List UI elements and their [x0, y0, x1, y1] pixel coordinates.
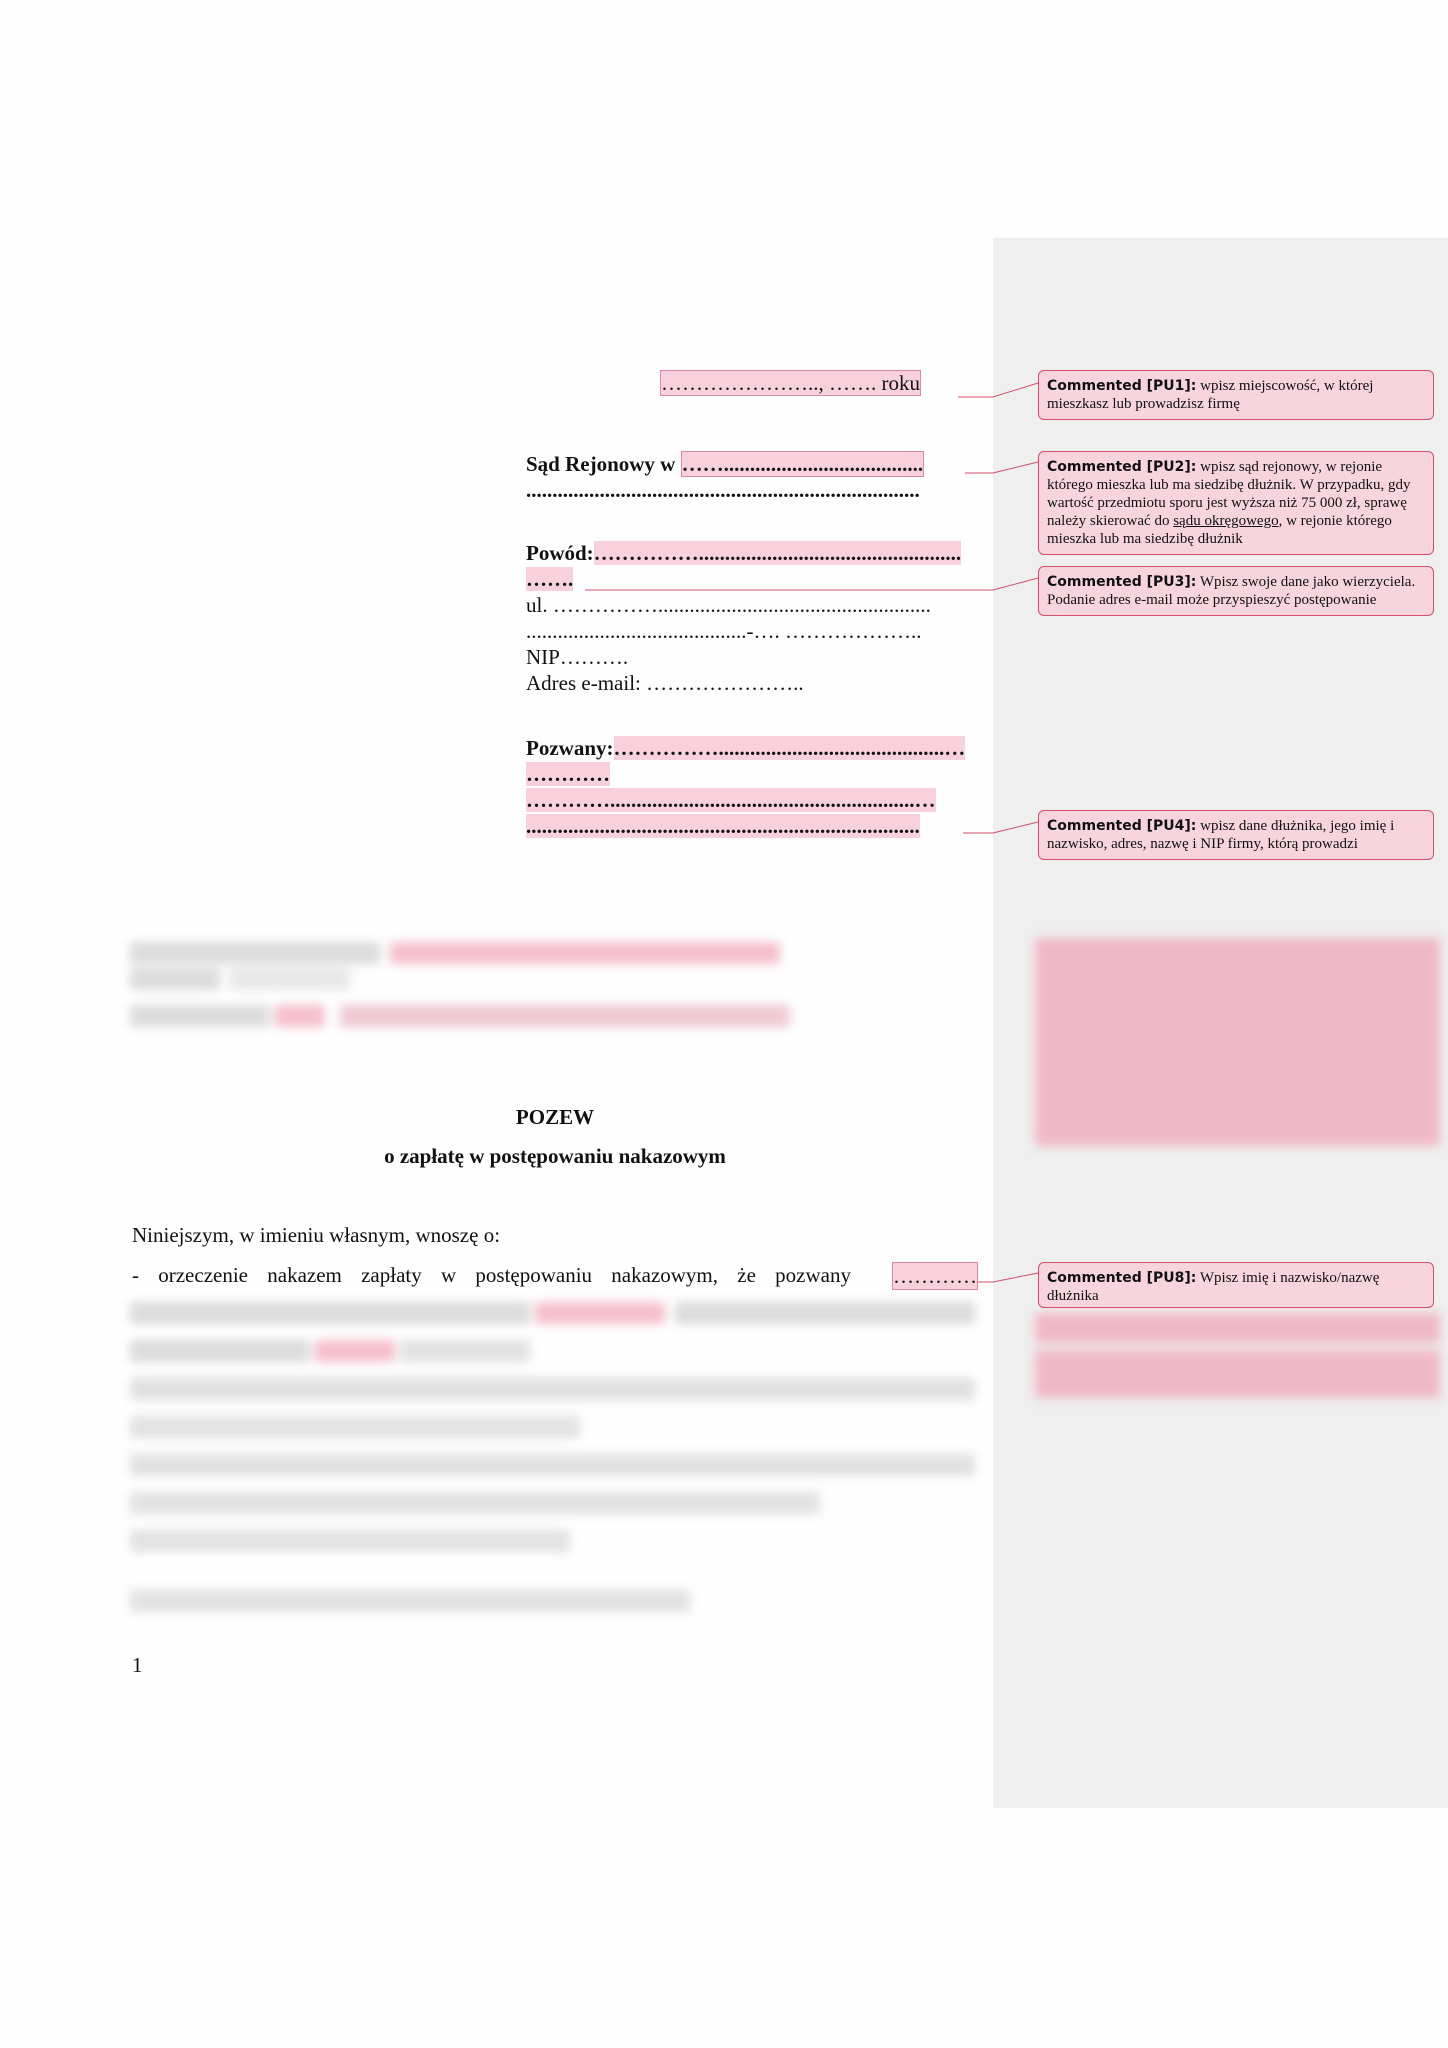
email-line: Adres e-mail: ………………….. — [526, 671, 804, 695]
plaintiff-label: Powód: — [526, 541, 594, 565]
comment-pu2[interactable] — [1038, 451, 1434, 555]
plaintiff-field-cont-line — [526, 566, 573, 592]
plaintiff-field-cont[interactable]: ……. — [526, 567, 574, 591]
defendant-line — [526, 735, 965, 761]
court-field[interactable]: ……...................................... — [681, 452, 924, 476]
document-subtitle: o zapłatę w postępowaniu nakazowym — [384, 1144, 726, 1168]
comment-pu8-tag: Commented [PU8]: — [1047, 1270, 1197, 1286]
comment-pu8[interactable] — [1038, 1262, 1434, 1308]
court-line — [526, 451, 924, 477]
plaintiff-line — [526, 540, 961, 566]
comment-pu2-underlined: sądu okręgowego — [1173, 513, 1279, 529]
comment-pu1[interactable] — [1038, 370, 1434, 420]
comment-pu3-text: Wpisz swoje dane jako wierzyciela. Podanie adres e-mail może przyspieszyć postępowanie — [1047, 574, 1416, 608]
plaintiff-field[interactable]: …………….................................................. — [593, 541, 962, 565]
court-label: Sąd Rejonowy w — [526, 452, 676, 476]
defendant-field[interactable]: ……………...........................................… — [613, 736, 966, 760]
defendant-field-3-line — [526, 787, 936, 813]
comment-pu2-text-before: wpisz sąd rejonowy, w rejonie którego mieszka lub ma siedzibę dłużnik. W przypadku, gdy wartość przedmiotu sporu jest wyższa niż 75 000 zł, sprawę należy skierować do — [1047, 459, 1411, 529]
request-item-1-text: - orzeczenie nakazem zapłaty w postępowaniu nakazowym, że pozwany — [132, 1263, 851, 1287]
defendant-field-4[interactable]: ........................................................................... — [526, 814, 920, 838]
defendant-field-2-line — [526, 761, 610, 787]
comment-pu4-tag: Commented [PU4]: — [1047, 818, 1197, 834]
document-title: POZEW — [515, 1105, 595, 1129]
defendant-label: Pozwany: — [526, 736, 614, 760]
comment-pu2-tag: Commented [PU2]: — [1047, 459, 1197, 475]
comment-pu3-tag: Commented [PU3]: — [1047, 574, 1197, 590]
nip-line: NIP………. — [526, 645, 629, 669]
comment-pu3[interactable] — [1038, 566, 1434, 616]
place-date-line — [660, 370, 921, 396]
defendant-field-2[interactable]: ………… — [526, 762, 610, 786]
street-line: ul. …………….................................................... — [526, 593, 931, 617]
comment-pu2-text-after: , w rejonie którego mieszka lub ma siedzibę dłużnik — [1047, 513, 1392, 547]
request-item-1 — [132, 1262, 978, 1290]
comment-pu8-text: Wpisz imię i nazwisko/nazwę dłużnika — [1047, 1270, 1380, 1304]
defendant-field-4-line — [526, 813, 920, 839]
postal-line: ..........................................-…. ……………….. — [526, 619, 922, 643]
intro-paragraph: Niniejszym, w imieniu własnym, wnoszę o: — [132, 1223, 501, 1247]
defendant-name-field[interactable]: ………… — [893, 1264, 977, 1288]
comment-pu4[interactable] — [1038, 810, 1434, 860]
court-field-cont: ........................................................................... — [526, 478, 920, 502]
page-number: 1 — [132, 1653, 143, 1677]
comment-pu1-tag: Commented [PU1]: — [1047, 378, 1197, 394]
comment-pu4-text: wpisz dane dłużnika, jego imię i nazwisko, adres, nazwę i NIP firmy, którą prowadzi — [1047, 818, 1395, 852]
defendant-field-3[interactable]: …………..........................................................… — [526, 788, 936, 812]
comment-pu1-text: wpisz miejscowość, w której mieszkasz lub prowadzisz firmę — [1047, 378, 1374, 412]
place-date-field[interactable]: ………………….., ……. roku — [661, 371, 920, 395]
